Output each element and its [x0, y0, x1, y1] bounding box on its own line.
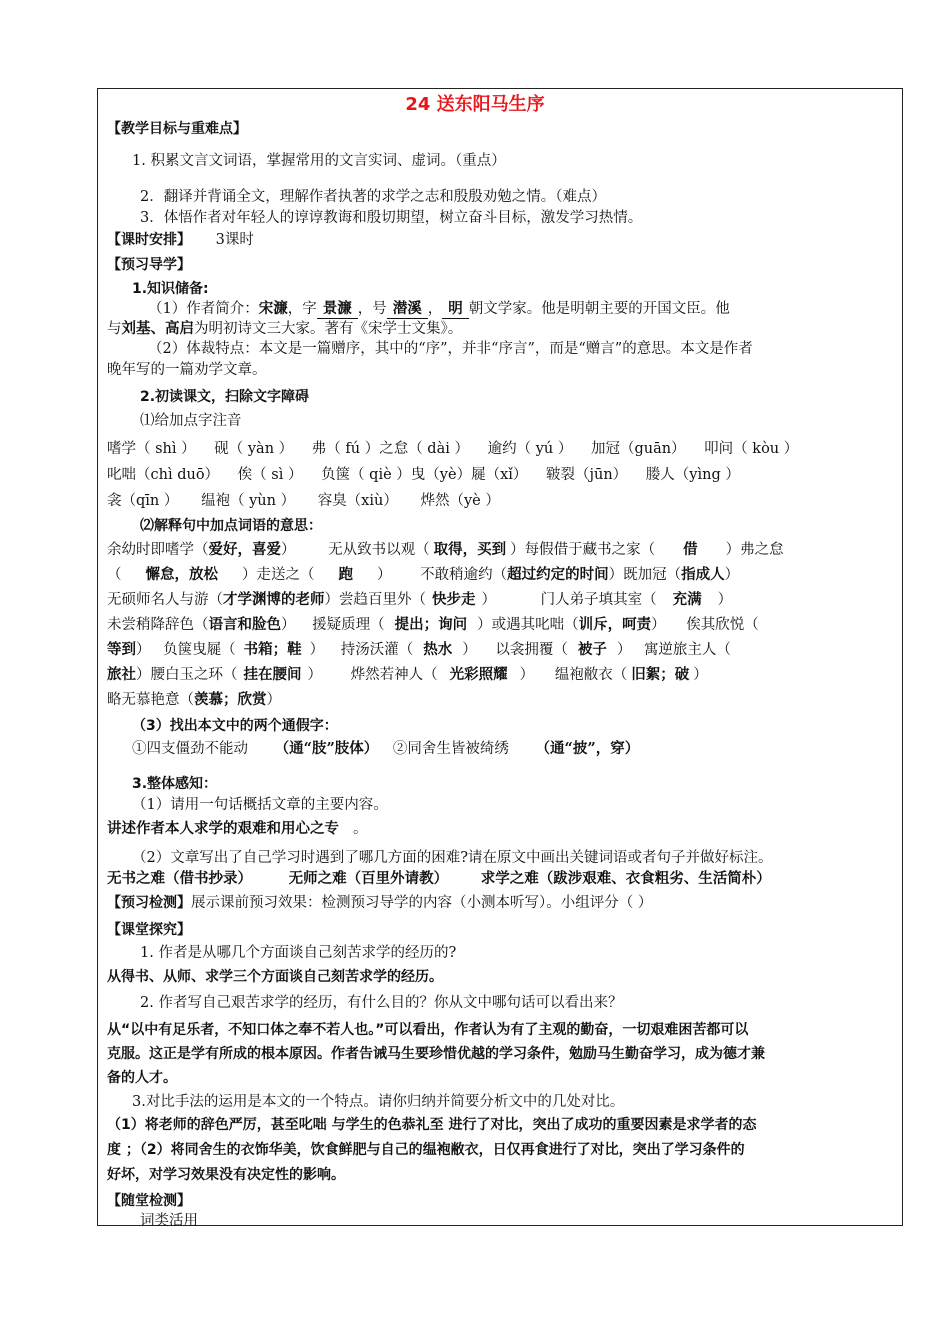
explore-a3-2: 度 ；（2）将同舍生的衣饰华美，饮食鲜肥与自己的缊袍敝衣，日仅再食进行了对比，突出了学习条件的	[107, 1142, 745, 1158]
explain-text: ）	[616, 642, 632, 658]
author-desc: 朝文学家。他是明朝主要的开国文臣。他	[468, 301, 730, 317]
explain-answer: 光彩照耀	[449, 666, 508, 683]
pinyin-item: 烨然（yè ）	[420, 493, 500, 509]
difficulty-3: 求学之难（跋涉艰难、衣食粗劣、生活简朴）	[480, 870, 771, 887]
difficulty-2: 无师之难（百里外请教）	[288, 870, 449, 887]
author-peers: 刘基、高启	[121, 320, 194, 337]
explore-a3-1: （1）将老师的辞色严厉，甚至叱咄 与学生的色恭礼至 进行了对比，突出了成功的重要因素是求学者的态	[107, 1117, 757, 1133]
check-text: 展示课前预习效果：检测预习导学的内容（小测本听写）。小组评分（ ）	[191, 895, 653, 911]
explore-a2-2: 克服。这正是学有所成的根本原因。作者告诫马生要珍惜优越的学习条件，勉励马生勤奋学习，成为德才兼	[107, 1046, 765, 1062]
explain-text: 俟其欣悦（	[686, 617, 759, 633]
explain-answer: 指成人	[681, 566, 725, 583]
explain-title: ⑵解释句中加点词语的意思：	[140, 518, 322, 534]
pinyin-item: 砚（ yàn ）	[214, 441, 294, 457]
pinyin-item: 叩问（ kòu ）	[704, 441, 799, 457]
explain-text: ）腰白玉之环（	[136, 667, 238, 683]
pinyin-item: 叱咄（chì duō）	[107, 467, 220, 483]
explain-text: 持汤沃灌（	[340, 642, 414, 658]
explain-row-4	[107, 616, 759, 634]
explain-text: ）	[266, 692, 281, 708]
explain-text: ）弗之怠	[725, 542, 784, 558]
explain-row-2	[107, 566, 739, 584]
difficulty-1: 无书之难（借书抄录）	[107, 870, 252, 887]
pinyin-item: 缊袍（ yùn ）	[200, 493, 296, 509]
explain-answer: 提出；询问	[394, 616, 468, 633]
explain-answer: 旧絮；破	[631, 666, 690, 683]
section-goals-heading: 【教学目标与重难点】	[107, 121, 247, 137]
explain-text: 略无慕艳意（	[107, 692, 194, 708]
author-line2-a: 与	[107, 321, 122, 337]
section-check-heading: 【预习检测】	[107, 895, 191, 911]
explain-answer: 充满	[672, 591, 702, 608]
schedule-value: 3课时	[215, 232, 254, 248]
tongjia-1: ①四支僵劲不能动	[132, 741, 248, 757]
pinyin-item: 衾（qīn ）	[107, 493, 179, 509]
explain-answer: 才学渊博的老师	[223, 591, 325, 608]
pinyin-row-1	[107, 440, 798, 458]
explain-text: ）	[462, 642, 477, 658]
tongjia-1-answer: （通“肢”肢体）	[274, 740, 379, 757]
explain-text: 以衾拥覆（	[495, 642, 568, 658]
tongjia-2: ②同舍生皆被绮绣	[392, 741, 509, 757]
section-preview-heading: 【预习导学】	[107, 257, 191, 273]
explain-text: 门人弟子填其室（	[540, 592, 657, 608]
explore-q2: 2. 作者写自己艰苦求学的经历，有什么目的？你从文中哪句话可以看出来？	[140, 995, 623, 1011]
pinyin-item: 加冠（guān）	[590, 441, 686, 457]
goal-3: 3．体悟作者对年轻人的谆谆教诲和殷切期望，树立奋斗目标，激发学习热情。	[140, 210, 643, 226]
explain-answer: 借	[683, 541, 698, 558]
pinyin-item: 容臭（xiù）	[317, 493, 398, 509]
explain-text: 余幼时即嗜学（	[107, 542, 209, 558]
explain-row-5	[107, 641, 731, 659]
page-title: 24 送东阳马生序	[405, 94, 545, 115]
explain-text: 烨然若神人（	[350, 667, 438, 683]
read-title: 2.初读课文，扫除文字障碍	[140, 389, 310, 405]
explain-text: ）	[693, 667, 708, 683]
pinyin-item: 俟（ sì ）	[237, 467, 303, 483]
explain-answer: 热水	[423, 641, 453, 658]
knowledge-title: 1.知识储备:	[132, 281, 209, 297]
explain-text: 寓逆旅主人（	[643, 642, 731, 658]
explain-row-1	[107, 541, 784, 559]
explain-text: ）走送之（	[242, 567, 315, 583]
explain-answer: 取得，买到	[433, 541, 507, 558]
pinyin-item: 负箧（ qiè ）曳（yè）屣（xǐ）	[321, 467, 528, 483]
explain-text: ）	[136, 642, 151, 658]
explain-text: ）	[377, 567, 392, 583]
explain-row-3	[107, 591, 732, 609]
pinyin-item: 弗（ fú ）之怠（ dài ）	[311, 441, 469, 457]
pinyin-row-2	[107, 466, 740, 484]
explain-text: ）	[519, 667, 535, 683]
explain-answer: 语言和脸色	[208, 616, 281, 633]
explain-answer: 书箱；鞋	[243, 641, 302, 658]
author-hao-label: ，号	[357, 301, 387, 317]
author-comma: ，	[427, 301, 443, 317]
author-hao: 潜溪	[387, 300, 428, 319]
explain-text: ）既加冠（	[608, 567, 682, 583]
explain-text: 缊袍敝衣（	[554, 667, 628, 683]
explain-text: ）	[307, 667, 322, 683]
goal-1: 1. 积累文言文词语，掌握常用的文言实词、虚词。（重点）	[132, 153, 506, 169]
section-explore-heading: 【课堂探究】	[107, 922, 191, 938]
genre-line-2: 晚年写的一篇劝学文章。	[107, 362, 267, 378]
pinyin-item: 嗜学（ shì ）	[107, 441, 196, 457]
author-intro-2	[107, 320, 462, 338]
explore-a2-3: 备的人才。	[107, 1070, 177, 1086]
tongjia-line	[132, 740, 639, 758]
explain-answer: 等到	[107, 641, 136, 658]
explain-answer: 羡慕；欣赏	[194, 691, 267, 708]
pinyin-row-3	[107, 492, 500, 510]
section-schedule-heading: 【课时安排】	[107, 232, 191, 248]
explain-text: ）	[481, 592, 496, 608]
explain-answer: 爱好，喜爱	[208, 541, 281, 558]
explore-q3: 3.对比手法的运用是本文的一个特点。请你归纳并简要分析文中的几处对比。	[132, 1094, 625, 1110]
explain-answer: 被子	[577, 641, 607, 658]
whole-a1-end: 。	[353, 821, 368, 837]
section-quiz-heading: 【随堂检测】	[107, 1193, 191, 1209]
tongjia-title: （3）找出本文中的两个通假字：	[132, 718, 338, 734]
explain-text: 未尝稍降辞色（	[107, 617, 209, 633]
explain-text: ）每假借于藏书之家（	[510, 542, 656, 558]
explain-text: ）	[651, 617, 666, 633]
goal-2: 2．翻译并背诵全文，理解作者执著的求学之志和殷殷劝勉之情。（难点）	[140, 189, 606, 205]
whole-q1: （1）请用一句话概括文章的主要内容。	[132, 797, 388, 813]
explain-text: 无硕师名人与游（	[107, 592, 223, 608]
pinyin-item: 逾约（ yú ）	[487, 441, 573, 457]
quiz-text: 词类活用	[140, 1213, 198, 1229]
genre-line-1: （2）体裁特点：本文是一篇赠序，其中的“序”，并非“序言”，而是“赠言”的意思。本文是作者	[148, 341, 753, 357]
whole-a1: 讲述作者本人求学的艰难和用心之专	[107, 820, 339, 837]
whole-a2-line	[107, 870, 771, 888]
explain-text: ）	[724, 567, 740, 583]
explain-answer: 快步走	[432, 591, 476, 608]
explain-answer: 跑	[338, 566, 353, 583]
pinyin-item: 媵人（yìng ）	[645, 467, 740, 483]
author-dynasty: 明	[442, 300, 469, 319]
check-line	[107, 894, 652, 912]
author-label: （1）作者简介：	[148, 301, 259, 317]
explain-text: ）	[309, 642, 325, 658]
explain-row-6	[107, 666, 708, 684]
explain-text: 负箧曳屣（	[163, 642, 236, 658]
explore-a1: 从得书、从师、求学三个方面谈自己刻苦求学的经历。	[107, 969, 443, 985]
explain-answer: 挂在腰间	[243, 666, 302, 683]
author-name: 宋濂	[258, 300, 288, 317]
explain-text: （	[107, 567, 122, 583]
author-line2-c: 为明初诗文三大家。著有《宋学士文集》。	[194, 321, 463, 337]
whole-q2: （2）文章写出了自己学习时遇到了哪几方面的困难?请在原文中画出关键词语或者句子并做好标注。	[132, 850, 773, 866]
author-intro	[148, 300, 730, 319]
explain-text: ）	[281, 542, 296, 558]
author-zi-label: ，字	[287, 301, 317, 317]
explain-text: 不敢稍逾约（	[420, 567, 508, 583]
explain-text: ）	[281, 617, 296, 633]
pinyin-item: 皲裂（jūn）	[546, 467, 628, 483]
whole-a1-line	[107, 820, 368, 838]
explain-answer: 超过约定的时间	[507, 566, 609, 583]
explain-text: ）尝趋百里外（	[324, 592, 426, 608]
explore-a3-3: 好坏，对学习效果没有决定性的影响。	[107, 1167, 345, 1183]
explore-a2-1: 从“以中有足乐者，不知口体之奉不若人也。”可以看出，作者认为有了主观的勤奋，一切艰难困苦都可以	[107, 1022, 749, 1038]
explain-text: 无从致书以观（	[328, 542, 430, 558]
explain-answer: 旅社	[107, 666, 136, 683]
explain-row-7	[107, 691, 281, 709]
explain-answer: 懈怠，放松	[145, 566, 218, 583]
pinyin-title: ⑴给加点字注音	[140, 413, 242, 429]
explore-q1: 1. 作者是从哪几个方面谈自己刻苦求学的经历的?	[140, 945, 457, 961]
tongjia-2-answer: （通“披”，穿）	[535, 740, 640, 757]
explain-answer: 训斥，呵责	[578, 616, 652, 633]
explain-text: 援疑质理（	[312, 617, 385, 633]
schedule-line	[107, 231, 254, 249]
whole-title: 3.整体感知：	[132, 776, 218, 792]
explain-text: ）或遇其叱咄（	[477, 617, 579, 633]
explain-text: ）	[717, 592, 733, 608]
author-zi: 景濂	[317, 300, 358, 319]
